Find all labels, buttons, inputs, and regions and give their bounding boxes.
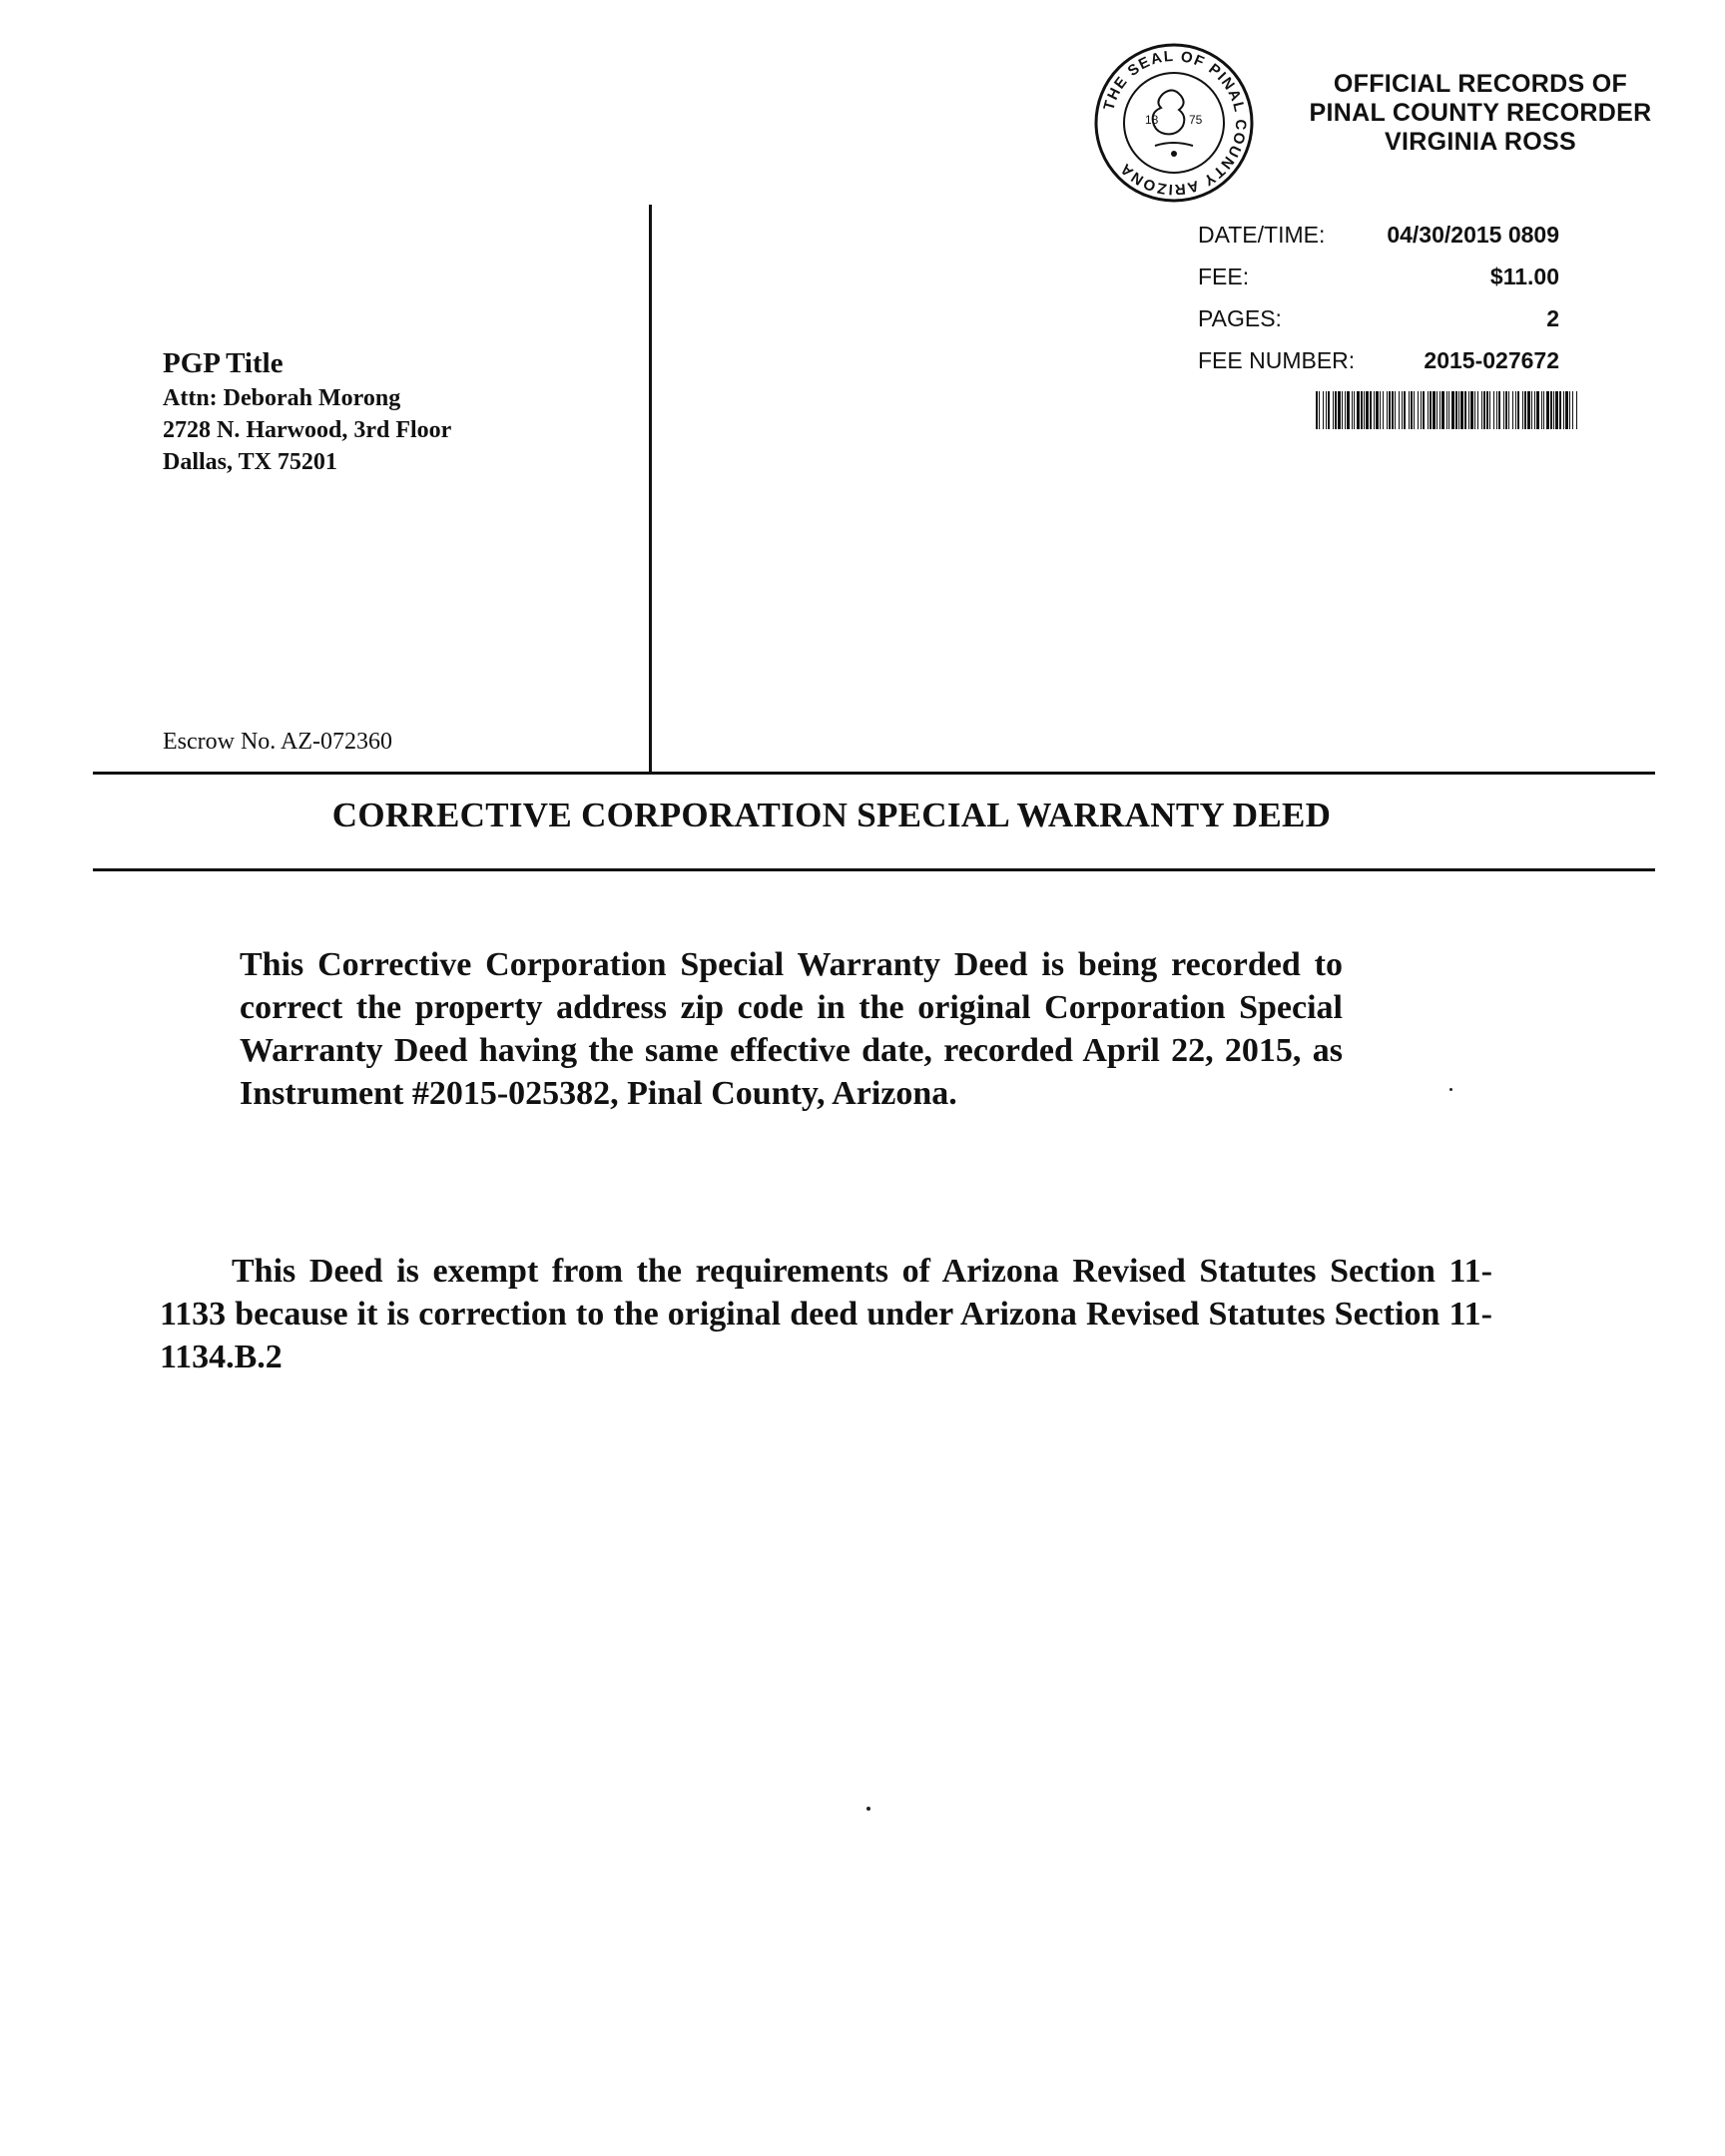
barcode-bar xyxy=(1534,391,1535,429)
barcode-bar xyxy=(1464,391,1466,429)
barcode-bar xyxy=(1333,391,1334,429)
barcode-bar xyxy=(1515,391,1516,429)
recording-info xyxy=(1198,222,1567,389)
record-value: 2 xyxy=(1546,305,1559,331)
record-value: 04/30/2015 0809 xyxy=(1387,222,1559,248)
return-city: Dallas, TX 75201 xyxy=(163,449,337,475)
barcode-bar xyxy=(1489,391,1490,429)
barcode-bar xyxy=(1446,391,1447,429)
barcode-bar xyxy=(1569,391,1570,429)
barcode-bar xyxy=(1352,391,1353,429)
barcode-bar xyxy=(1503,391,1504,429)
record-value: $11.00 xyxy=(1489,264,1559,289)
barcode-bar xyxy=(1439,391,1440,429)
record-row-datetime xyxy=(1198,222,1567,264)
barcode-bar xyxy=(1399,391,1400,429)
scan-speck xyxy=(1449,1088,1452,1091)
barcode-bar xyxy=(1531,391,1532,429)
barcode-icon xyxy=(1316,391,1577,429)
scan-speck xyxy=(866,1807,870,1811)
barcode-bar xyxy=(1430,391,1432,429)
barcode-bar xyxy=(1402,391,1403,429)
barcode-bar xyxy=(1481,391,1482,429)
barcode-bar xyxy=(1326,391,1327,429)
barcode-bar xyxy=(1380,391,1381,429)
barcode-bar xyxy=(1374,391,1375,429)
barcode-bar xyxy=(1441,391,1444,429)
barcode-bar xyxy=(1576,391,1577,429)
barcode-bar xyxy=(1383,391,1384,429)
barcode-bar xyxy=(1319,391,1320,429)
record-row-fee xyxy=(1198,264,1567,305)
barcode-bar xyxy=(1468,391,1469,429)
barcode-bar xyxy=(1565,391,1568,429)
return-street: 2728 N. Harwood, 3rd Floor xyxy=(163,417,452,443)
barcode-bar xyxy=(1370,391,1372,429)
barcode-bar xyxy=(1508,391,1509,429)
barcode-bar xyxy=(1496,391,1497,429)
barcode-bar xyxy=(1505,391,1507,429)
return-attn: Attn: Deborah Morong xyxy=(163,385,401,411)
record-value: 2015-027672 xyxy=(1424,347,1559,373)
title-rule-bottom xyxy=(93,868,1655,871)
record-label: FEE: xyxy=(1198,264,1250,289)
barcode-bar xyxy=(1543,391,1544,429)
seal-ring-text: THE SEAL OF PINAL COUNTY ARIZONA xyxy=(1100,47,1250,199)
recorder-line: PINAL COUNTY RECORDER xyxy=(1309,99,1652,127)
return-name: PGP Title xyxy=(163,347,284,379)
barcode-bar xyxy=(1550,391,1552,429)
barcode-bar xyxy=(1335,391,1337,429)
barcode-bar xyxy=(1460,391,1463,429)
barcode-bar xyxy=(1354,391,1355,429)
barcode-bar xyxy=(1451,391,1454,429)
barcode-bar xyxy=(1458,391,1459,429)
barcode-bar xyxy=(1395,391,1396,429)
barcode-bar xyxy=(1522,391,1523,429)
barcode-bar xyxy=(1345,391,1346,429)
record-label: PAGES: xyxy=(1198,305,1282,331)
barcode-bar xyxy=(1342,391,1343,429)
barcode-bar xyxy=(1347,391,1350,429)
barcode-bar xyxy=(1483,391,1485,429)
return-address xyxy=(163,344,451,478)
barcode-bar xyxy=(1376,391,1379,429)
barcode-bar xyxy=(1428,391,1429,429)
barcode-bar xyxy=(1423,391,1425,429)
barcode-bar xyxy=(1517,391,1519,429)
barcode-bar xyxy=(1421,391,1422,429)
barcode-bar xyxy=(1493,391,1494,429)
barcode-bar xyxy=(1448,391,1449,429)
recorder-name: VIRGINIA ROSS xyxy=(1385,128,1576,156)
barcode-bar xyxy=(1474,391,1475,429)
barcode-bar xyxy=(1524,391,1526,429)
document-title: CORRECTIVE CORPORATION SPECIAL WARRANTY DEED xyxy=(331,796,1332,834)
barcode-bar xyxy=(1437,391,1438,429)
barcode-bar xyxy=(1392,391,1394,429)
seal-year-left: 18 xyxy=(1145,113,1159,127)
county-seal-icon xyxy=(1093,42,1255,204)
barcode-bar xyxy=(1477,391,1478,429)
record-label: FEE NUMBER: xyxy=(1198,347,1356,373)
barcode-bar xyxy=(1418,391,1419,429)
barcode-bar xyxy=(1323,391,1324,429)
barcode-bar xyxy=(1404,391,1406,429)
escrow-number: Escrow No. AZ-072360 xyxy=(163,729,392,755)
barcode-bar xyxy=(1433,391,1436,429)
barcode-bar xyxy=(1527,391,1530,429)
barcode-bar xyxy=(1364,391,1365,429)
barcode-bar xyxy=(1357,391,1360,429)
barcode-bar xyxy=(1498,391,1500,429)
barcode-bar xyxy=(1361,391,1363,429)
barcode-bar xyxy=(1409,391,1410,429)
recorder-line: OFFICIAL RECORDS OF xyxy=(1333,70,1628,98)
barcode-bar xyxy=(1455,391,1457,429)
barcode-bar xyxy=(1470,391,1473,429)
barcode-bar xyxy=(1411,391,1413,429)
vertical-divider xyxy=(649,205,652,774)
recorder-header xyxy=(1276,70,1685,157)
barcode-bar xyxy=(1338,391,1341,429)
barcode-bar xyxy=(1555,391,1558,429)
barcode-bar xyxy=(1536,391,1539,429)
barcode-bar xyxy=(1486,391,1488,429)
record-row-pages xyxy=(1198,305,1567,347)
record-label: DATE/TIME: xyxy=(1198,222,1326,248)
correction-paragraph: This Corrective Corporation Special Warranty Deed is being recorded to correct the property address zip code in the original Corporation Special Warranty Deed having the same effective date, recorded April 22, 2015, as Instrument #2015-025382, Pinal County, Arizona. xyxy=(240,946,1343,1112)
barcode-bar xyxy=(1389,391,1391,429)
exemption-paragraph: This Deed is exempt from the requirements of Arizona Revised Statutes Section 11-1133 because it is correction to the original deed under Arizona Revised Statutes Section 11-1134.B.2 xyxy=(160,1253,1492,1375)
barcode-bar xyxy=(1366,391,1369,429)
barcode-bar xyxy=(1328,391,1330,429)
record-row-fee-number xyxy=(1198,347,1567,389)
seal-year-right: 75 xyxy=(1189,113,1203,127)
barcode-bar xyxy=(1546,391,1549,429)
barcode-bar xyxy=(1563,391,1564,429)
barcode-bar xyxy=(1316,391,1318,429)
barcode-bar xyxy=(1414,391,1415,429)
barcode-bar xyxy=(1541,391,1542,429)
barcode-bar xyxy=(1572,391,1573,429)
barcode-bar xyxy=(1559,391,1561,429)
barcode-bar xyxy=(1512,391,1513,429)
svg-text:THE SEAL OF PINAL COUNTY ARIZO xyxy=(1100,48,1249,198)
barcode-bar xyxy=(1387,391,1388,429)
title-rule-top xyxy=(93,772,1655,775)
barcode-bar xyxy=(1553,391,1554,429)
